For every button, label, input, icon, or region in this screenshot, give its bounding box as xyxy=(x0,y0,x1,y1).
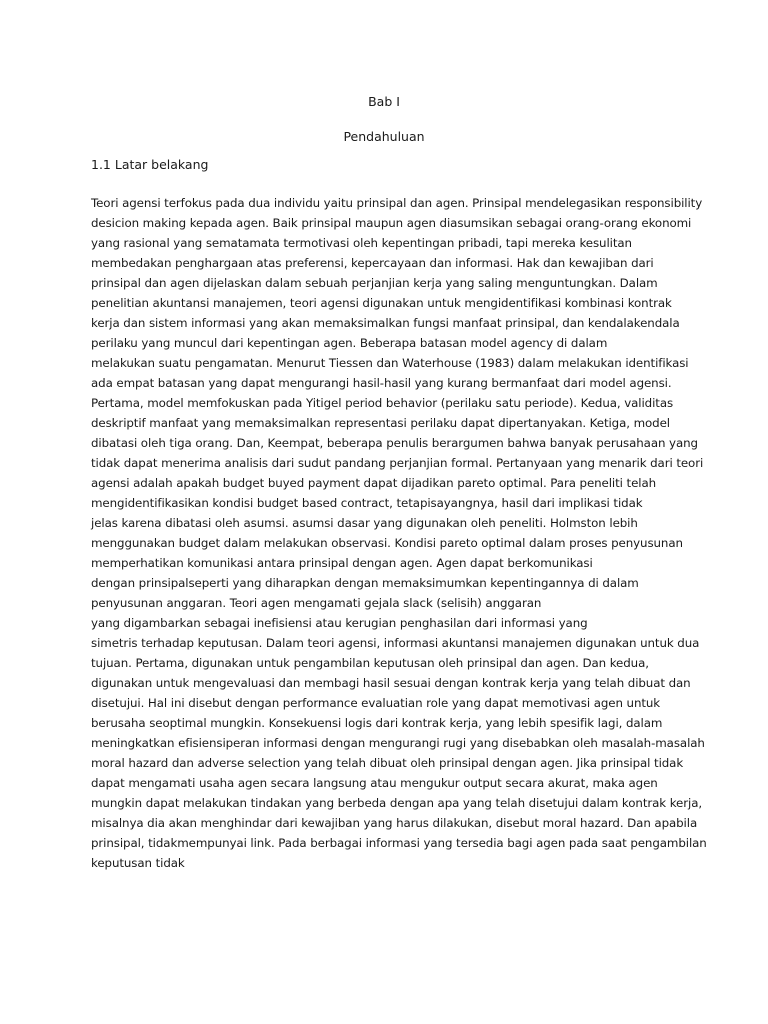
text-line: dengan prinsipalseperti yang diharapkan dengan memaksimumkan kepentingannya di dalam xyxy=(91,576,639,590)
text-line: moral hazard dan adverse selection yang telah dibuat oleh prinsipal dengan agen. Jika prinsipal tidak xyxy=(91,756,684,770)
text-line: yang rasional yang sematamata termotivasi oleh kepentingan pribadi, tapi mereka kesulitan xyxy=(91,236,632,250)
body-paragraph xyxy=(91,193,707,873)
text-line: membedakan penghargaan atas preferensi, kepercayaan dan informasi. Hak dan kewajiban dari xyxy=(91,256,654,270)
text-line: menggunakan budget dalam melakukan observasi. Kondisi pareto optimal dalam proses penyusunan xyxy=(91,536,683,550)
text-line: penelitian akuntansi manajemen, teori agensi digunakan untuk mengidentifikasi kombinasi kontrak xyxy=(91,296,672,310)
text-line: agensi adalah apakah budget buyed payment dapat dijadikan pareto optimal. Para peneliti telah xyxy=(91,476,657,490)
text-line: simetris terhadap keputusan. Dalam teori agensi, informasi akuntansi manajemen digunakan untuk dua xyxy=(91,636,700,650)
section-heading: 1.1 Latar belakang xyxy=(91,157,209,172)
text-line: keputusan tidak xyxy=(91,856,185,870)
text-line: melakukan suatu pengamatan. Menurut Tiessen dan Waterhouse (1983) dalam melakukan identifikasi xyxy=(91,356,689,370)
text-line: meningkatkan efisiensiperan informasi dengan mengurangi rugi yang disebabkan oleh masalah-masalah xyxy=(91,736,705,750)
text-line: tujuan. Pertama, digunakan untuk pengambilan keputusan oleh prinsipal dan agen. Dan kedua, xyxy=(91,656,649,670)
text-line: dapat mengamati usaha agen secara langsung atau mengukur output secara akurat, maka agen xyxy=(91,776,658,790)
text-line: Pertama, model memfokuskan pada Yitigel period behavior (perilaku satu periode). Kedua, validitas xyxy=(91,396,674,410)
text-line: yang digambarkan sebagai inefisiensi atau kerugian penghasilan dari informasi yang xyxy=(91,616,588,630)
text-line: mengidentifikasikan kondisi budget based contract, tetapisayangnya, hasil dari implikasi tidak xyxy=(91,496,643,510)
text-line: misalnya dia akan menghindar dari kewajiban yang harus dilakukan, disebut moral hazard. Dan apabila xyxy=(91,816,698,830)
text-line: Teori agensi terfokus pada dua individu yaitu prinsipal dan agen. Prinsipal mendelegasikan responsibility xyxy=(91,196,703,210)
text-line: ada empat batasan yang dapat mengurangi hasil-hasil yang kurang bermanfaat dari model agensi. xyxy=(91,376,672,390)
text-line: penyusunan anggaran. Teori agen mengamati gejala slack (selisih) anggaran xyxy=(91,596,542,610)
text-line: memperhatikan komunikasi antara prinsipal dengan agen. Agen dapat berkomunikasi xyxy=(91,556,593,570)
text-line: perilaku yang muncul dari kepentingan agen. Beberapa batasan model agency di dalam xyxy=(91,336,608,350)
text-line: kerja dan sistem informasi yang akan memaksimalkan fungsi manfaat prinsipal, dan kendalakendala xyxy=(91,316,680,330)
text-line: digunakan untuk mengevaluasi dan membagi hasil sesuai dengan kontrak kerja yang telah dibuat dan xyxy=(91,676,691,690)
chapter-label: Bab I xyxy=(368,94,400,109)
text-line: disetujui. Hal ini disebut dengan performance evaluatian role yang dapat memotivasi agen untuk xyxy=(91,696,661,710)
text-line: deskriptif manfaat yang memaksimalkan representasi perilaku dapat dipertanyakan. Ketiga, model xyxy=(91,416,670,430)
text-line: berusaha seoptimal mungkin. Konsekuensi logis dari kontrak kerja, yang lebih spesifik lagi, dalam xyxy=(91,716,663,730)
chapter-title: Pendahuluan xyxy=(343,129,425,144)
text-line: desicion making kepada agen. Baik prinsipal maupun agen diasumsikan sebagai orang-orang ekonomi xyxy=(91,216,692,230)
text-line: mungkin dapat melakukan tindakan yang berbeda dengan apa yang telah disetujui dalam kontrak kerja, xyxy=(91,796,703,810)
text-line: tidak dapat menerima analisis dari sudut pandang perjanjian formal. Pertanyaan yang menarik dari teori xyxy=(91,456,704,470)
text-line: prinsipal dan agen dijelaskan dalam sebuah perjanjian kerja yang saling menguntungkan. Dalam xyxy=(91,276,658,290)
text-line: prinsipal, tidakmempunyai link. Pada berbagai informasi yang tersedia bagi agen pada saat pengambilan xyxy=(91,836,707,850)
text-line: dibatasi oleh tiga orang. Dan, Keempat, beberapa penulis berargumen bahwa banyak perusahaan yang xyxy=(91,436,698,450)
text-line: jelas karena dibatasi oleh asumsi. asumsi dasar yang digunakan oleh peneliti. Holmston lebih xyxy=(91,516,638,530)
